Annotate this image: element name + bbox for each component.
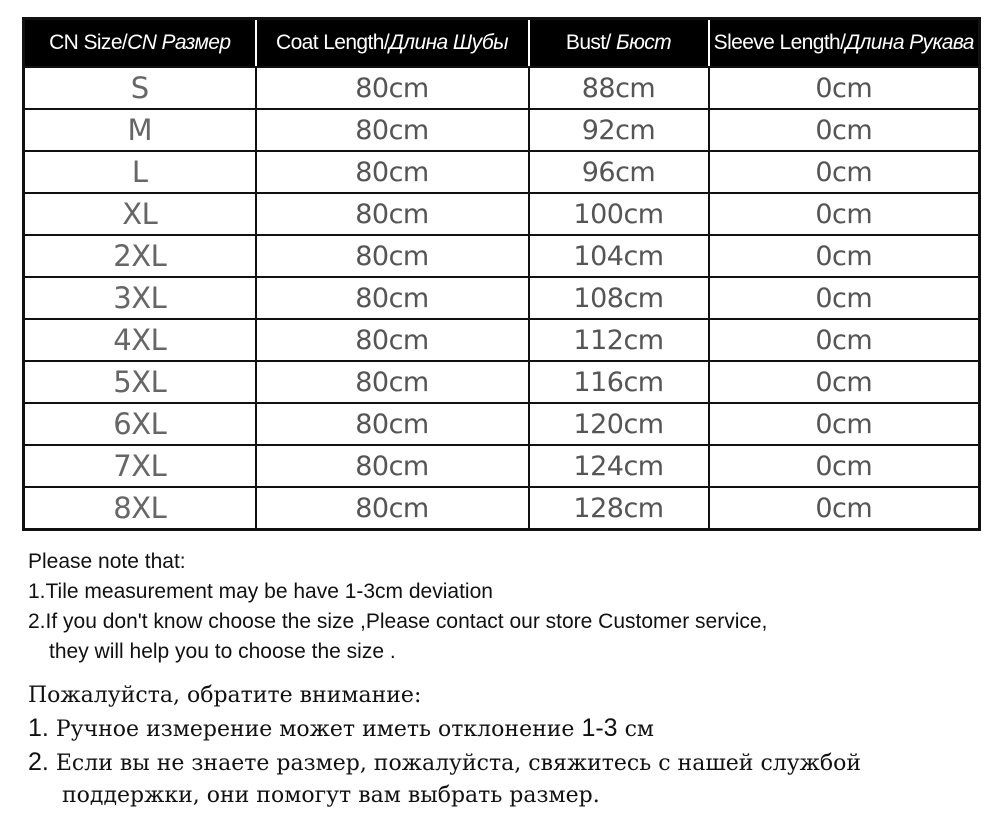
table-row — [24, 235, 980, 277]
header-cn-size: CN Size/CN Размер — [24, 19, 256, 68]
size-cell: L — [24, 151, 256, 193]
bust-cell: 108cm — [529, 277, 709, 319]
sleeve-length-cell: 0cm — [709, 193, 980, 235]
notes-ru-line-2 — [28, 746, 978, 780]
size-cell: XL — [24, 193, 256, 235]
size-cell: 4XL — [24, 319, 256, 361]
bust-cell: 100cm — [529, 193, 709, 235]
bust-cell: 124cm — [529, 445, 709, 487]
coat-length-cell: 80cm — [256, 277, 529, 319]
size-cell: 5XL — [24, 361, 256, 403]
table-row — [24, 67, 980, 109]
notes-en-line-2: 2.If you don't know choose the size ,Please contact our store Customer service, — [28, 610, 768, 633]
notes-ru-line-1 — [28, 712, 978, 746]
notes-ru-heading: Пожалуйста, обратите внимание: — [28, 683, 422, 708]
bust-cell: 92cm — [529, 109, 709, 151]
size-cell: 3XL — [24, 277, 256, 319]
table-header-row — [24, 19, 980, 68]
header-sleeve-length: Sleeve Length/Длина Рукава — [709, 19, 980, 68]
sleeve-length-cell: 0cm — [709, 235, 980, 277]
coat-length-cell: 80cm — [256, 193, 529, 235]
table-row — [24, 361, 980, 403]
table-row — [24, 277, 980, 319]
table-row — [24, 445, 980, 487]
size-cell: S — [24, 67, 256, 109]
coat-length-cell: 80cm — [256, 109, 529, 151]
coat-length-cell: 80cm — [256, 445, 529, 487]
size-cell: 7XL — [24, 445, 256, 487]
coat-length-cell: 80cm — [256, 235, 529, 277]
table-row — [24, 487, 980, 530]
sleeve-length-cell: 0cm — [709, 67, 980, 109]
coat-length-cell: 80cm — [256, 403, 529, 445]
bust-cell: 96cm — [529, 151, 709, 193]
sleeve-length-cell: 0cm — [709, 277, 980, 319]
size-cell: M — [24, 109, 256, 151]
bust-cell: 116cm — [529, 361, 709, 403]
table-row — [24, 109, 980, 151]
header-coat-length: Coat Length/Длина Шубы — [256, 19, 529, 68]
size-chart-table — [22, 17, 981, 531]
coat-length-cell: 80cm — [256, 487, 529, 530]
notes-ru-line-1-number: 1. — [28, 714, 49, 742]
bust-cell: 104cm — [529, 235, 709, 277]
bust-cell: 120cm — [529, 403, 709, 445]
table-row — [24, 319, 980, 361]
sleeve-length-cell: 0cm — [709, 319, 980, 361]
size-cell: 6XL — [24, 403, 256, 445]
sleeve-length-cell: 0cm — [709, 487, 980, 530]
sleeve-length-cell: 0cm — [709, 361, 980, 403]
notes-english — [28, 547, 978, 667]
bust-cell: 88cm — [529, 67, 709, 109]
notes-ru-line-2-number: 2. — [28, 748, 49, 776]
header-bust: Bust/ Бюст — [529, 19, 709, 68]
notes-russian — [28, 680, 978, 812]
coat-length-cell: 80cm — [256, 151, 529, 193]
coat-length-cell: 80cm — [256, 319, 529, 361]
notes-en-heading: Please note that: — [28, 550, 186, 573]
bust-cell: 128cm — [529, 487, 709, 530]
sleeve-length-cell: 0cm — [709, 151, 980, 193]
table-row — [24, 193, 980, 235]
sleeve-length-cell: 0cm — [709, 109, 980, 151]
notes-ru-line-1-unit: см — [617, 717, 655, 742]
notes-ru-line-2-text: Если вы не знаете размер, пожалуйста, свяжитесь с нашей службой — [48, 751, 862, 776]
size-cell: 2XL — [24, 235, 256, 277]
notes-ru-line-1-text: Ручное измерение может иметь отклонение — [48, 717, 582, 742]
notes-en-line-1: 1.Tile measurement may be have 1-3cm deviation — [28, 580, 493, 603]
notes-en-line-2-continued: they will help you to choose the size . — [49, 640, 396, 663]
notes-ru-line-2-continued: поддержки, они помогут вам выбрать размер. — [62, 783, 600, 808]
table-row — [24, 151, 980, 193]
size-cell: 8XL — [24, 487, 256, 530]
notes-ru-line-1-range: 1-3 — [581, 714, 618, 742]
sleeve-length-cell: 0cm — [709, 403, 980, 445]
coat-length-cell: 80cm — [256, 67, 529, 109]
table-row — [24, 403, 980, 445]
bust-cell: 112cm — [529, 319, 709, 361]
sleeve-length-cell: 0cm — [709, 445, 980, 487]
coat-length-cell: 80cm — [256, 361, 529, 403]
